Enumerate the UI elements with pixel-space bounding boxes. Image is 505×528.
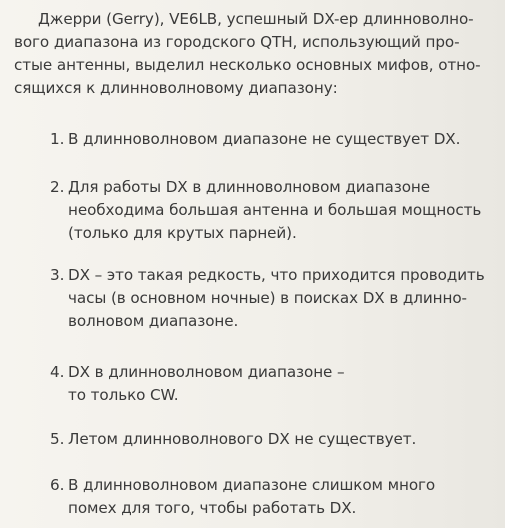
myth-item-4 xyxy=(50,361,500,407)
myth-line: часы (в основном ночные) в поисках DX в длинно- xyxy=(68,289,467,307)
intro-line: стые антенны, выделил несколько основных мифов, отно- xyxy=(14,56,481,74)
myth-line: В длинноволновом диапазоне слишком много xyxy=(68,476,436,494)
intro-line: вого диапазона из городского QTH, использующий про- xyxy=(14,33,460,51)
myth-text xyxy=(68,428,500,451)
myth-number: 2. xyxy=(50,178,65,196)
intro-line: Джерри (Gerry), VE6LB, успешный DX-ер длинноволно- xyxy=(38,10,474,28)
myth-item-1 xyxy=(50,128,500,151)
intro-paragraph xyxy=(14,8,500,100)
myth-item-5 xyxy=(50,428,500,451)
myth-line: волновом диапазоне. xyxy=(68,312,239,330)
myth-item-6 xyxy=(50,474,500,520)
myth-line: Для работы DX в длинноволновом диапазоне xyxy=(68,178,430,196)
myth-line: необходима большая антенна и большая мощность xyxy=(68,201,482,219)
myth-text xyxy=(68,264,500,333)
myth-number: 5. xyxy=(50,430,65,448)
myth-item-2 xyxy=(50,176,500,245)
intro-line: сящихся к длинноволновому диапазону: xyxy=(14,79,338,97)
myth-number: 6. xyxy=(50,476,65,494)
myth-line: помех для того, чтобы работать DX. xyxy=(68,499,357,517)
myth-text xyxy=(68,176,500,245)
myth-number: 4. xyxy=(50,363,65,381)
myth-line: DX – это такая редкость, что приходится проводить xyxy=(68,266,485,284)
myth-number: 3. xyxy=(50,266,65,284)
myth-item-3 xyxy=(50,264,500,333)
myth-line: DX в длинноволновом диапазоне – xyxy=(68,363,345,381)
myth-line: то только CW. xyxy=(68,386,179,404)
myth-text xyxy=(68,128,500,151)
myth-number: 1. xyxy=(50,130,65,148)
myth-line: Летом длинноволнового DX не существует. xyxy=(68,430,417,448)
myth-text xyxy=(68,474,500,520)
myth-text xyxy=(68,361,500,407)
myth-line: В длинноволновом диапазоне не существует DX. xyxy=(68,130,461,148)
myth-line: (только для крутых парней). xyxy=(68,224,297,242)
